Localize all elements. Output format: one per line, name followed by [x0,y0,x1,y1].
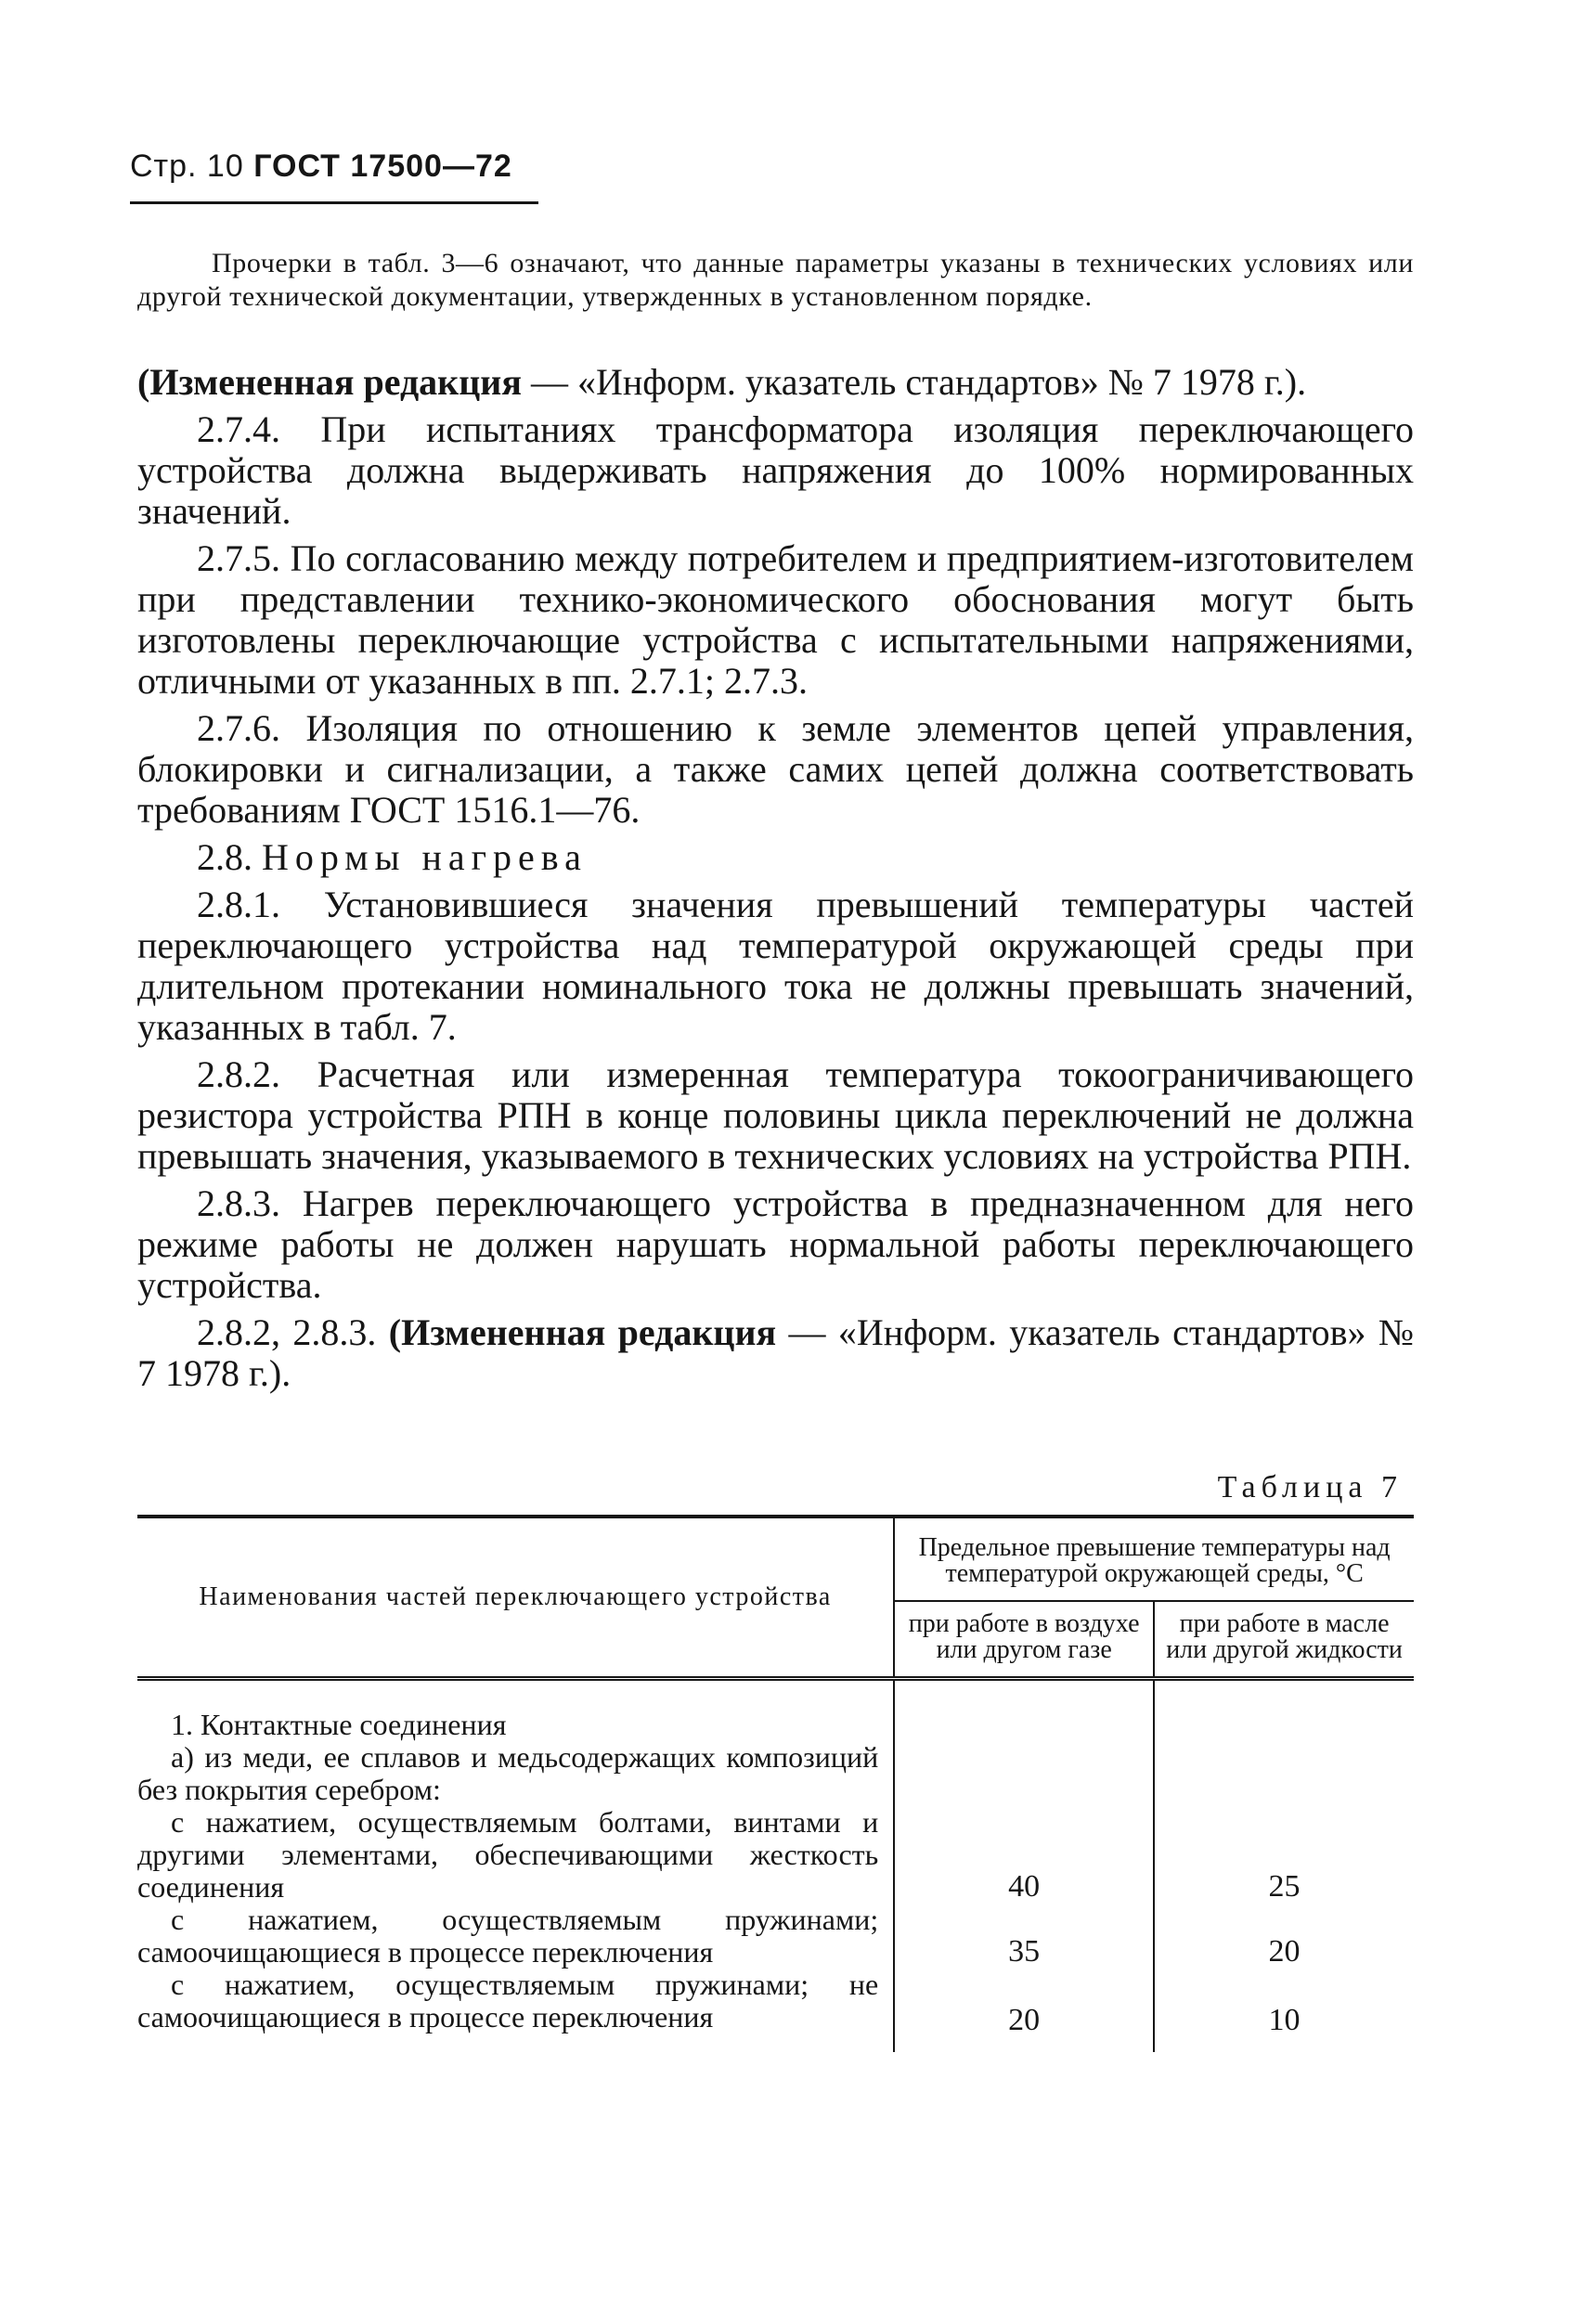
table-row [137,1679,1414,1742]
column-header-oil: при работе в масле или другой жидкости [1154,1601,1414,1679]
table-row [137,1969,1414,2052]
value-air: 35 [894,1904,1154,1969]
row-label: с нажатием, осуществляемым пружинами; не самоочищающиеся в процессе переключения [137,1968,879,2034]
section-2-8-heading [137,837,1414,878]
column-header-part-name: Наименования частей переключающего устройства [137,1517,894,1679]
clause-2-7-4: 2.7.4. При испытаниях трансформатора изоляция переключающего устройства должна выдерживать напряжения до 100% нормированных значений. [137,408,1414,532]
table-row [137,1904,1414,1969]
amendment-prefix-2: 2.8.2, 2.8.3. [197,1311,389,1353]
note-text: Прочерки в табл. 3—6 означают, что данные параметры указаны в технических условиях или другой технической документации, утвержденных в установленном порядке. [137,248,1414,312]
clause-2-8-2: 2.8.2. Расчетная или измеренная температура токоограничивающего резистора устройства РПН в конце половины цикла переключений не должна превышать значения, указываемого в технических условиях на устройства РПН. [137,1053,1414,1177]
row-label: а) из меди, ее сплавов и медьсодержащих композиций без покрытия серебром: [137,1740,879,1806]
clause-2-7-6: 2.7.6. Изоляция по отношению к земле элементов цепей управления, блокировки и сигнализации, а также самих цепей должна соответствовать требованиям ГОСТ 1516.1—76. [137,707,1414,831]
page-header [130,148,538,204]
page-number: Стр. 10 [130,148,244,184]
table-row [137,1806,1414,1904]
amendment-note-2 [137,1312,1414,1394]
value-oil: 10 [1154,1969,1414,2052]
amendment-rest-2: — «Информ. указатель стандартов» № 7 1978 г.). [137,1311,1415,1394]
table-note [137,247,1414,314]
amendment-rest-1: — «Информ. указатель стандартов» № 7 1978 г.). [521,361,1307,403]
standard-code: ГОСТ 17500—72 [253,148,512,184]
value-oil: 20 [1154,1904,1414,1969]
amendment-label-2: (Измененная редакция [388,1311,777,1353]
table-caption: Таблица 7 [1217,1470,1403,1504]
value-air [894,1679,1154,1742]
clause-2-8-1: 2.8.1. Установившиеся значения превышений температуры частей переключающего устройства над температурой окружающей среды при длительном протекании номинального тока не должны превышать значений, указанных в табл. 7. [137,884,1414,1048]
section-title: Нормы нагрева [262,836,588,878]
table-7 [137,1515,1414,2052]
value-oil [1154,1741,1414,1806]
clause-2-7-5: 2.7.5. По согласованию между потребителем и предприятием-изготовителем при представлении технико-экономического обоснования могут быть изготовлены переключающие устройства с испытательными напряжениями, отличными от указанных в пп. 2.7.1; 2.7.3. [137,537,1414,702]
column-header-air: при работе в воздухе или другом газе [894,1601,1154,1679]
value-air: 20 [894,1969,1154,2052]
value-oil [1154,1679,1414,1742]
value-air: 40 [894,1806,1154,1904]
row-label: 1. Контактные соединения [171,1708,507,1741]
document-body [137,362,1414,1401]
value-oil: 25 [1154,1806,1414,1904]
table-row [137,1741,1414,1806]
row-label: с нажатием, осуществляемым болтами, винтами и другими элементами, обеспечивающими жесткость соединения [137,1805,879,1904]
amendment-note-1 [137,362,1414,403]
section-number: 2.8. [197,836,262,878]
column-header-temperature-rise: Предельное превышение температуры над температурой окружающей среды, °С [894,1517,1414,1601]
clause-2-8-3: 2.8.3. Нагрев переключающего устройства в предназначенном для него режиме работы не должен нарушать нормальной работы переключающего устройства. [137,1182,1414,1306]
amendment-label-1: (Измененная редакция [137,361,522,403]
row-label: с нажатием, осуществляемым пружинами; самоочищающиеся в процессе переключения [137,1903,879,1969]
value-air [894,1741,1154,1806]
